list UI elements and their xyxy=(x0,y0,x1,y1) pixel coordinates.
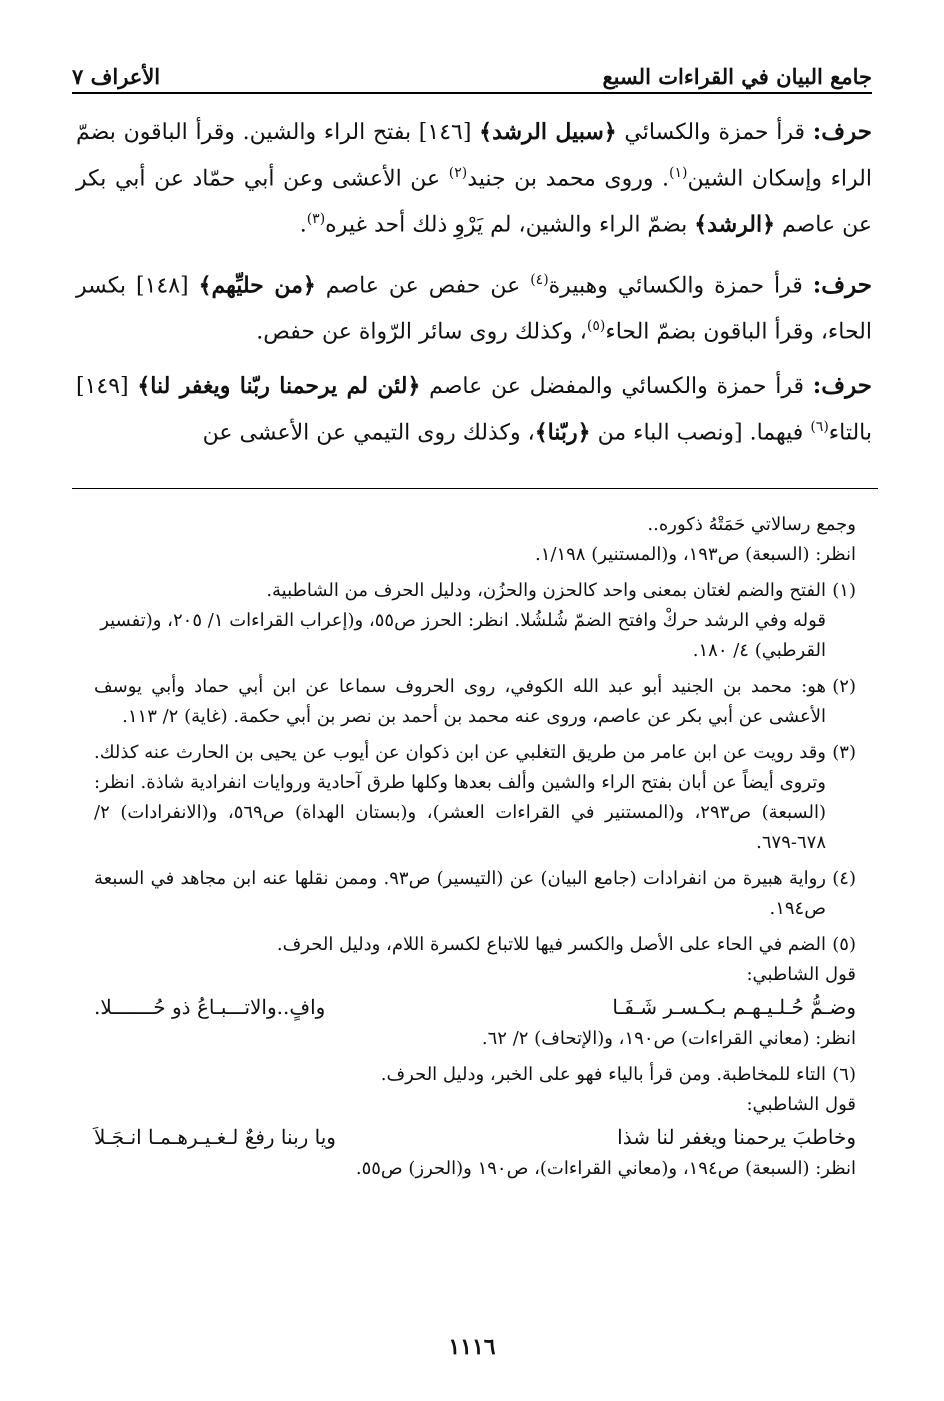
harf-paragraph xyxy=(76,112,872,246)
quran-quote: ﴿لئن لم يرحمنا ربّنا ويغفر لنا﴾ xyxy=(137,373,421,400)
quran-quote: ﴿سبيل الرشد﴾ xyxy=(479,119,617,145)
header-rule xyxy=(72,92,872,94)
text-run: قرأ حمزة والكسائي وهبيرة xyxy=(548,272,813,298)
shatibi-verse xyxy=(94,990,856,1024)
verse-hemistich-first: وضـمُّ حُـلـيـهـم بـكـسـر شَـفَـا xyxy=(612,995,856,1019)
footnote-4 xyxy=(94,864,856,924)
book-title: جامع البيان في القراءات السبع xyxy=(602,64,872,89)
footnote-text: الضم في الحاء على الأصل والكسر فيها للاتباع لكسرة اللام، ودليل الحرف. xyxy=(276,934,826,955)
footnote-ref: انظر: (السبعة) ص١٩٤، و(معاني القراءات)، ص١٩٠ و(الحرز) ص٥٥. xyxy=(355,1158,856,1179)
text-run: [١٤٦] بفتح الراء والشين. وقرأ الباقون بضمّ الراء وإسكان الشين xyxy=(76,120,872,192)
footnote-continuation-ref: انظر: (السبعة) ص١٩٣، و(المستنير) ١/١٩٨. xyxy=(534,544,856,565)
footnote-number: (٢) xyxy=(832,676,856,697)
footnote-text: التاء للمخاطبة. ومن قرأ بالياء فهو على الخبر، ودليل الحرف. xyxy=(380,1064,826,1085)
footnote-number: (٤) xyxy=(832,868,856,889)
verse-hemistich-second: وافٍ..والاتـــبـاعُ ذو حُـــــــلا. xyxy=(94,995,326,1019)
text-run: قرأ حمزة والكسائي xyxy=(616,120,813,145)
footnote-marker: (٢) xyxy=(448,165,468,181)
footnote-marker: (٦) xyxy=(810,419,829,436)
text-run: فيهما. [ونصب الباء من xyxy=(590,420,811,446)
footnote-number: (٣) xyxy=(832,742,856,763)
quran-quote: ﴿ربّنا﴾ xyxy=(534,419,591,446)
harf-paragraph xyxy=(76,366,872,453)
quran-quote: ﴿الرشد﴾ xyxy=(694,211,775,238)
verse-heading: قول الشاطبي: xyxy=(746,964,856,985)
footnote-text: هو: محمد بن الجنيد أبو عبد الله الكوفي، روى الحروف سماعا عن ابن أبي حماد وأبي يوسف الأعشى عن أبي بكر عن عاصم، وروى عنه محمد بن أحمد بن نصر بن أبي حكمة. (غاية) ٢/ ١١٣. xyxy=(94,676,826,727)
footnotes xyxy=(94,510,856,1184)
footnote-text: وقد رويت عن ابن عامر من طريق التغلبي عن ابن ذكوان عن أيوب عن يحيى بن الحارث عنه كذلك. وتروى أيضاً عن أبان بفتح الراء والشين وألف بعدها وكلها طرق آحادية وروايات انفرادية شاذة. انظر: (السبعة) ص٢٩٣، و(المستنير في القراءات العشر)، و(بستان الهداة) ص٥٦٩، و(الانفرادات) ٢/ ٦٧٨-٦٧٩. xyxy=(94,742,827,853)
verse-hemistich-second: ويا ربنا رفعٌ لـغـيـرهـمـا انـجَـلاَ xyxy=(94,1125,336,1149)
footnote-marker: (٤) xyxy=(530,271,549,288)
text-run: [١٤٨] بكسر الحاء، وقرأ الباقون بضمّ الحاء xyxy=(76,272,872,345)
text-run: بضمّ الراء والشين، لم يَرْوِ ذلك أحد غيره xyxy=(325,212,695,238)
footnote-1 xyxy=(94,576,856,606)
text-run: [١٤٩] بالتاء xyxy=(76,374,872,446)
harf-paragraph xyxy=(76,260,872,353)
footnote-number: (٦) xyxy=(832,1064,856,1085)
footnote-1-continued: قوله وفي الرشد حركْ وافتح الضمّ شُلشُلا. انظر: الحرز ص٥٥، و(إعراب القراءات ١/ ٢٠٥، و(تفسير القرطبي) ٤/ ١٨٠. xyxy=(100,610,826,661)
footnote-marker: (٥) xyxy=(586,317,606,334)
text-run: قرأ حمزة والكسائي والمفضل عن عاصم xyxy=(420,374,813,400)
footnote-marker: (١) xyxy=(669,165,688,181)
harf-label: حرف: xyxy=(812,372,873,400)
text-run: . xyxy=(299,212,307,238)
main-text xyxy=(76,112,872,468)
page-number: ١١١٦ xyxy=(448,1334,496,1360)
footnote-marker: (٣) xyxy=(306,211,326,228)
quran-quote: ﴿من حليِّهم﴾ xyxy=(198,271,316,298)
footnote-5 xyxy=(94,930,856,960)
footnote-text: رواية هبيرة من انفرادات (جامع البيان) عن (التيسير) ص٩٣. وممن نقلها عنه ابن مجاهد في السبعة ص١٩٤. xyxy=(94,868,826,919)
footnote-separator xyxy=(72,488,878,489)
footnote-number: (٥) xyxy=(832,934,856,955)
text-run: ، وكذلك روى التيمي عن الأعشى عن xyxy=(202,420,535,446)
footnote-text: الفتح والضم لغتان بمعنى واحد كالحزن والحزُن، ودليل الحرف من الشاطبية. xyxy=(266,580,826,601)
text-run: عن حفص عن عاصم xyxy=(315,272,531,298)
shatibi-verse xyxy=(94,1120,856,1154)
verse-hemistich-first: وخاطبَ يرحمنا ويغفر لنا شذا xyxy=(617,1125,856,1149)
footnote-3 xyxy=(94,738,856,858)
footnote-number: (١) xyxy=(832,580,856,601)
running-header xyxy=(72,58,872,94)
text-run: ، وكذلك روى سائر الرّواة عن حفص. xyxy=(256,319,587,345)
verse-heading: قول الشاطبي: xyxy=(746,1094,856,1115)
text-run: عن الأعشى وعن أبي حمّاد عن أبي بكر عن عاصم xyxy=(76,166,872,238)
footnote-6 xyxy=(94,1060,856,1090)
footnote-continuation: وجمع رسالاتي حَمَتْهُ ذكوره.. xyxy=(647,514,856,535)
text-run: . وروى محمد بن جنيد xyxy=(467,166,670,192)
harf-label: حرف: xyxy=(812,270,873,298)
chapter-label: الأعراف ٧ xyxy=(72,64,161,89)
footnote-ref: انظر: (معاني القراءات) ص١٩٠، و(الإتحاف) ٢/ ٦٢. xyxy=(481,1028,856,1049)
harf-label: حرف: xyxy=(812,118,873,145)
footnote-2 xyxy=(94,672,856,732)
